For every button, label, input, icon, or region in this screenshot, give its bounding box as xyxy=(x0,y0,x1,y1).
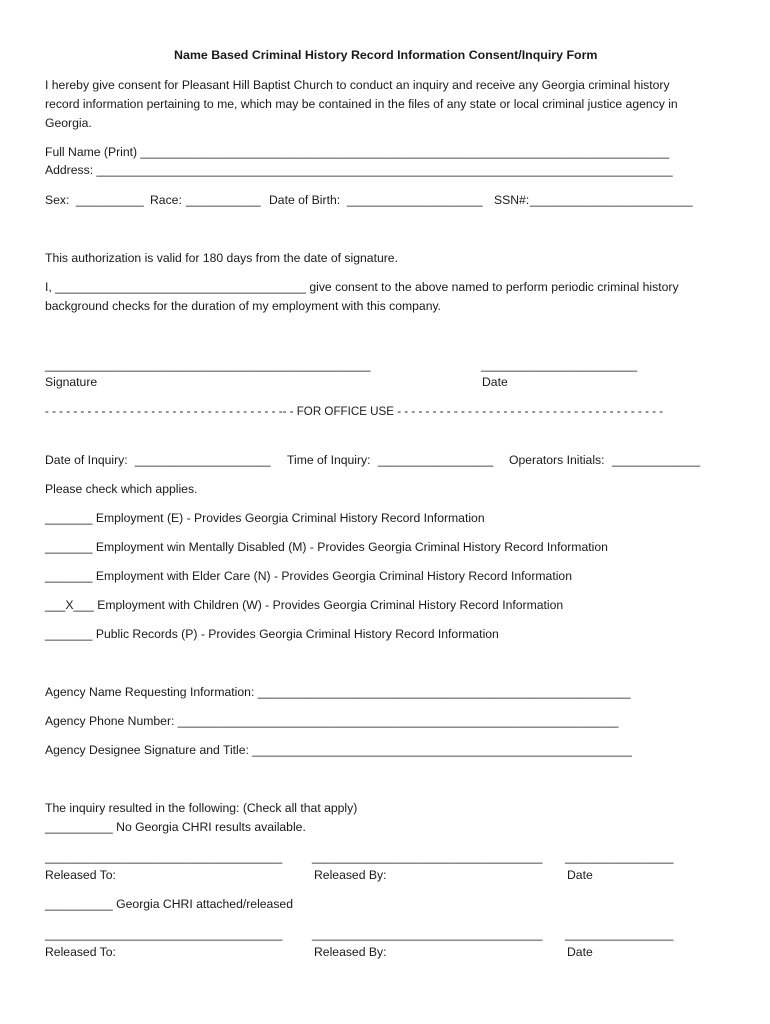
agency-phone-label: Agency Phone Number: xyxy=(45,714,178,728)
option-public-records xyxy=(45,626,499,642)
race-field[interactable]: ___________ xyxy=(186,193,261,207)
ssn-field[interactable]: ________________________ xyxy=(530,193,693,207)
release-date-label-1: Date xyxy=(567,868,593,882)
periodic-consent-line-1 xyxy=(45,279,679,295)
dob-label: Date of Birth: xyxy=(269,193,341,207)
option-public-records-checkbox[interactable]: _______ xyxy=(45,627,93,641)
no-results-label: No Georgia CHRI results available. xyxy=(112,820,306,834)
option-children-checkbox[interactable]: ___X___ xyxy=(45,598,94,612)
inquiry-time-label: Time of Inquiry: xyxy=(287,453,371,467)
chri-attached-row xyxy=(45,896,293,912)
full-name-label: Full Name (Print) xyxy=(45,145,141,159)
sex-label: Sex: xyxy=(45,193,70,207)
agency-name-label: Agency Name Requesting Information: xyxy=(45,685,258,699)
operator-initials-label: Operators Initials: xyxy=(509,453,605,467)
release-date-label-2: Date xyxy=(567,945,593,959)
agency-designee-row xyxy=(45,742,632,758)
option-children xyxy=(45,597,563,613)
address-row xyxy=(45,162,673,178)
option-employment-checkbox[interactable]: _______ xyxy=(45,511,93,525)
inquiry-time-field[interactable]: _________________ xyxy=(378,453,494,467)
periodic-prefix: I, xyxy=(45,280,56,294)
option-elder-care-checkbox[interactable]: _______ xyxy=(45,569,93,583)
office-use-divider: - - - - - - - - - - - - - - - - - - - - - - - - - - - - - - - - - -- - FOR OFFICE USE - - - - - - - - - - - - - - - - - - - - - - - - - - - - - - - - - - - - - - xyxy=(45,405,664,418)
option-children-label: Employment with Children (W) - Provides Georgia Criminal History Record Information xyxy=(93,598,564,612)
release-date-field-2[interactable]: ________________ xyxy=(565,927,674,941)
ssn-label: SSN#: xyxy=(494,193,530,207)
agency-name-field[interactable]: _______________________________________________________ xyxy=(257,685,631,699)
chri-attached-checkbox[interactable]: __________ xyxy=(45,897,113,911)
signature-label: Signature xyxy=(45,375,98,389)
consent-paragraph-line-2: record information pertaining to me, which may be contained in the files of any state or local criminal justice agency in xyxy=(45,97,678,111)
signature-field[interactable]: ________________________________________________ xyxy=(45,358,371,372)
full-name-row xyxy=(45,144,669,160)
agency-phone-field[interactable]: _________________________________________________________________ xyxy=(177,714,619,728)
option-employment xyxy=(45,510,485,526)
consent-paragraph-line-1: I hereby give consent for Pleasant Hill Baptist Church to conduct an inquiry and receive any Georgia criminal history xyxy=(45,78,670,92)
address-label: Address: xyxy=(45,163,97,177)
option-elder-care-label: Employment with Elder Care (N) - Provides Georgia Criminal History Record Information xyxy=(92,569,572,583)
signature-date-label: Date xyxy=(482,375,508,389)
form-title: Name Based Criminal History Record Information Consent/Inquiry Form xyxy=(174,48,598,62)
released-to-label-1: Released To: xyxy=(45,868,116,882)
release-date-field-1[interactable]: ________________ xyxy=(565,850,674,864)
inquiry-date-field[interactable]: ____________________ xyxy=(135,453,271,467)
result-prompt: The inquiry resulted in the following: (Check all that apply) xyxy=(45,801,358,815)
race-label: Race: xyxy=(150,193,182,207)
agency-phone-row xyxy=(45,713,618,729)
full-name-field[interactable]: ______________________________________________________________________________ xyxy=(140,145,670,159)
option-employment-label: Employment (E) - Provides Georgia Criminal History Record Information xyxy=(92,511,485,525)
consent-paragraph-line-3: Georgia. xyxy=(45,116,92,130)
periodic-text: give consent to the above named to perform periodic criminal history xyxy=(305,280,679,294)
option-mentally-disabled-checkbox[interactable]: _______ xyxy=(45,540,93,554)
released-by-label-2: Released By: xyxy=(314,945,387,959)
periodic-consent-line-2: background checks for the duration of my employment with this company. xyxy=(45,299,442,313)
option-mentally-disabled xyxy=(45,539,608,555)
released-by-label-1: Released By: xyxy=(314,868,387,882)
agency-designee-label: Agency Designee Signature and Title: xyxy=(45,743,253,757)
no-results-row xyxy=(45,819,306,835)
option-mentally-disabled-label: Employment win Mentally Disabled (M) - Provides Georgia Criminal History Record Information xyxy=(92,540,608,554)
agency-designee-field[interactable]: ________________________________________________________ xyxy=(252,743,632,757)
released-to-label-2: Released To: xyxy=(45,945,116,959)
agency-name-row xyxy=(45,684,631,700)
released-to-field-1[interactable]: ___________________________________ xyxy=(45,850,283,864)
no-results-checkbox[interactable]: __________ xyxy=(45,820,113,834)
validity-statement: This authorization is valid for 180 days from the date of signature. xyxy=(45,251,398,265)
released-by-field-2[interactable]: __________________________________ xyxy=(312,927,543,941)
signature-date-field[interactable]: _______________________ xyxy=(481,358,637,372)
chri-attached-label: Georgia CHRI attached/released xyxy=(112,897,293,911)
released-to-field-2[interactable]: ___________________________________ xyxy=(45,927,283,941)
operator-initials-field[interactable]: _____________ xyxy=(612,453,701,467)
check-prompt: Please check which applies. xyxy=(45,482,198,496)
option-elder-care xyxy=(45,568,572,584)
address-field[interactable]: _____________________________________________________________________________________ xyxy=(96,163,673,177)
released-by-field-1[interactable]: __________________________________ xyxy=(312,850,543,864)
inquiry-date-label: Date of Inquiry: xyxy=(45,453,128,467)
sex-field[interactable]: __________ xyxy=(76,193,144,207)
periodic-name-field[interactable]: _____________________________________ xyxy=(55,280,306,294)
option-public-records-label: Public Records (P) - Provides Georgia Criminal History Record Information xyxy=(92,627,499,641)
dob-field[interactable]: ____________________ xyxy=(347,193,483,207)
